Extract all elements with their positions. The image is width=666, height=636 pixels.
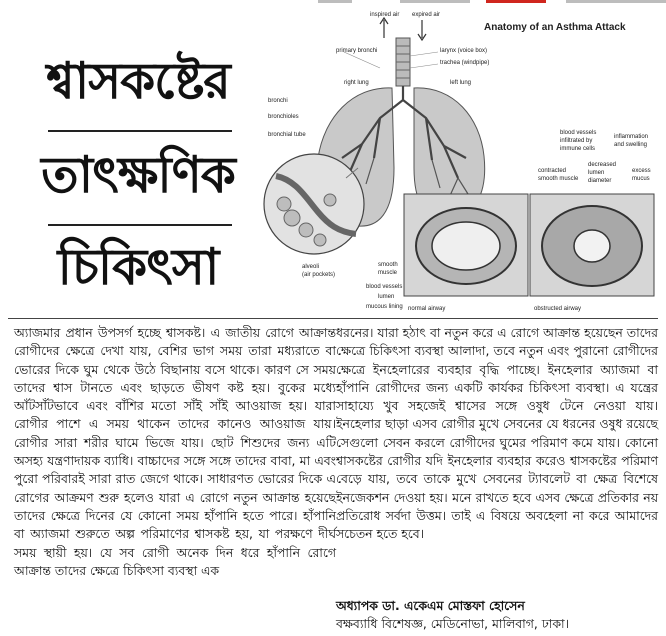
label-bronchioles: bronchioles (268, 114, 299, 120)
article-paragraph-right: ধরনের। যারা হঠাৎ বা নতুন করে এ রোগে আক্রান্ত হয়েছেন তাদের ক্ষেত্রে চিকিৎসা ব্যবস্থা আলাদা, তবে নতুন এবং পুরানো রোগীদের ক্ষেত্রে ইনহেলারের ব্যবহার বৃদ্ধি পাচ্ছে। ইনহেলার অ্যাজমা বা হাঁপানি রোগীদের জন্য একটি কার্যকর চিকিৎসা ব্যবস্থা। এ যন্ত্রের সাহায্যে খুব সহজেই শ্বাসের সঙ্গে ওষুধ টেনে নেওয়া যায়। ইনহেলার ছাড়া এসব রোগীর মুখে সেবনের যে ধরনের ওষুধ রয়েছে সেগুলো সেবন করলে রোগীদের ঘুমের পরিমাণ কমে যায়। কোনো শ্বাসকষ্টের রোগীর যদি ইনহেলার ব্যবহার করেও শ্বাসকষ্টের পরিমাণ বেড়ে যায়, তবে তাকে মুখে সেবনের ট্যাবলেট বা ক্ষেত্র বিশেষে ইনজেকশন দেওয়া হয়। মনে রাখতে হবে এসব ক্ষেত্রে প্রতিকার নয় প্রতিরোধ সর্বদা উত্তম। তাই এ বিষয়ে অবহেলা না করে আমাদের সচেতন হতে হবে। (336, 325, 658, 542)
label-lumen: lumen (378, 294, 395, 300)
label-left-lung: left lung (450, 80, 472, 86)
label-normal-airway: normal airway (408, 306, 446, 312)
label-obstructed-airway: obstructed airway (534, 306, 582, 312)
label-bronchial-tube: bronchial tube (268, 132, 306, 138)
label-bronchi: bronchi (268, 98, 288, 104)
label-air-pockets: (air pockets) (302, 272, 336, 278)
label-inspired-air: inspired air (370, 12, 400, 18)
section-divider (8, 318, 658, 319)
label-immune-cells: immune cells (560, 146, 596, 152)
top-strip-grey-1 (318, 0, 352, 3)
label-and-swelling: and swelling (614, 142, 648, 148)
label-muscle: muscle (378, 270, 398, 276)
headline-block (20, 38, 256, 314)
article-column-right (336, 324, 658, 544)
headline-line-3: চিকিৎসা (57, 238, 219, 296)
label-contracted: contracted (538, 168, 567, 174)
label-lumen-decreased: lumen (588, 170, 605, 176)
headline-line-2: তাৎক্ষণিক (41, 146, 235, 204)
label-decreased: decreased (588, 162, 617, 168)
article-column-left (14, 324, 336, 580)
label-right-lung: right lung (344, 80, 369, 86)
label-smooth: smooth (378, 262, 398, 268)
label-trachea: trachea (windpipe) (440, 60, 490, 66)
label-alveoli: alveoli (302, 264, 320, 270)
label-inflammation: inflammation (614, 134, 649, 140)
figure-title: Anatomy of an Asthma Attack (484, 22, 626, 33)
label-blood-vessels-infiltrated: blood vessels (560, 130, 597, 136)
asthma-anatomy-figure (262, 8, 664, 316)
article-paragraph-left: অ্যাজমার প্রধান উপসর্গ হচ্ছে শ্বাসকষ্ট। এ জাতীয় রোগে আক্রান্ত রোগীদের ক্ষেত্রে দেখা যায়, বেশির ভাগ সময় তারা মধ্যরাতে বা ভোরের দিকে ঘুম থেকে উঠে বিছানায় বসে থাকে। কারণ সে সময় তাদের শ্বাস টানতে এবং ছাড়তে ভীষণ কষ্ট হয়। বুকের মধ্যে আঁটসাঁটভাবে এবং বাঁশির মতো সাঁই সাঁই আওয়াজ হয়। যারা রোগীর পাশে এ সময় থাকেন তাদের কানেও আওয়াজ যায়। রোগীর সারা শরীর ঘামে ভিজে যায়। ছোট শিশুদের জন্য এটি অসহ্য যন্ত্রণাদায়ক ব্যাধি। বাচ্চাদের সঙ্গে সঙ্গে তাদের বাবা, মা এবং পুরো পরিবারই সারা রাত জেগে থাকে। সাধারণত ভোরের দিকে এ রোগের আক্রমণ শুরু হলেও যারা এ রোগে নতুন আক্রান্ত হয়েছে তাদের ক্ষেত্রে দিনের যে কোনো সময় হাঁপানি হতে পারে। হাঁপানি বা অ্যাজমা শুরুতে অল্প পরিমাণের শ্বাসকষ্ট হয়, যা পরক্ষণে দীর্ঘ সময় স্থায়ী হয়। যে সব রোগী অনেক দিন ধরে হাঁপানি রোগে আক্রান্ত তাদের ক্ষেত্রে চিকিৎসা ব্যবস্থা এক (14, 325, 336, 578)
headline-rule-1 (48, 130, 232, 132)
author-title: বক্ষব্যাধি বিশেষজ্ঞ, মেডিনোভা, মালিবাগ, ঢাকা। (336, 616, 570, 631)
label-blood-vessels: blood vessels (366, 284, 403, 290)
label-mucous-lining: mucous lining (366, 304, 403, 310)
author-name: অধ্যাপক ডা. একেএম মোস্তফা হোসেন (336, 598, 525, 613)
top-strip-red (486, 0, 546, 3)
top-strip-grey-3 (566, 0, 666, 3)
label-larynx: larynx (voice box) (440, 48, 488, 54)
label-mucus: mucus (632, 176, 650, 182)
label-diameter: diameter (588, 178, 612, 184)
label-infiltrated-by: infiltrated by (560, 138, 593, 144)
headline-rule-2 (48, 224, 232, 226)
top-color-strip (0, 0, 666, 4)
label-expired-air: expired air (412, 12, 441, 18)
label-smooth-muscle-contracted: smooth muscle (538, 176, 579, 182)
label-excess: excess (632, 168, 651, 174)
top-strip-grey-2 (400, 0, 470, 3)
headline-line-1: শ্বাসকষ্টের (46, 52, 230, 110)
label-primary-bronchi: primary bronchi (336, 48, 378, 54)
